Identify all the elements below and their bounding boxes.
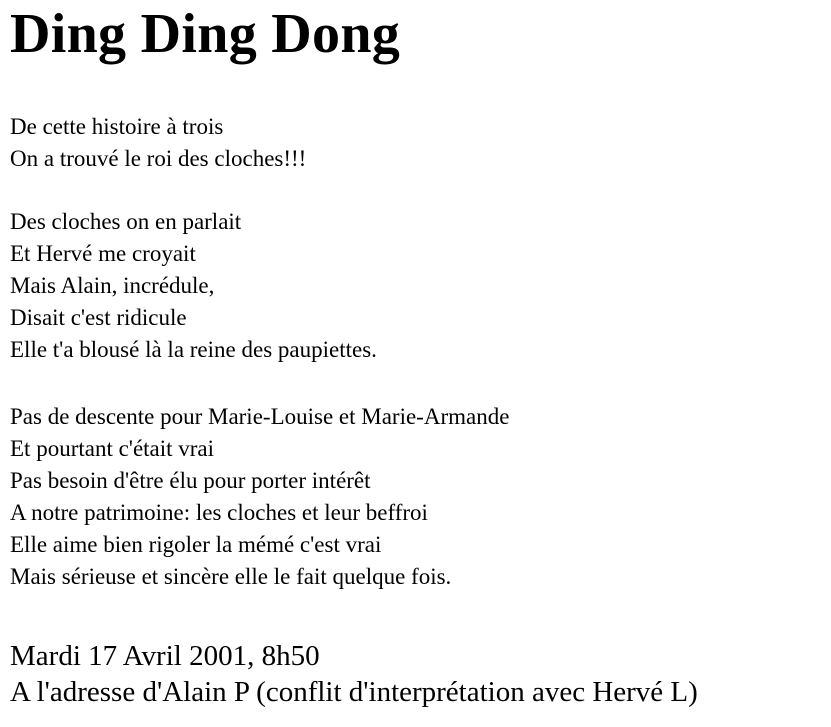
poem-line: Et pourtant c'était vrai <box>10 436 215 461</box>
poem-line: Elle aime bien rigoler la mémé c'est vrai <box>10 532 382 557</box>
poem-line: De cette histoire à trois <box>10 114 224 139</box>
poem-line: Disait c'est ridicule <box>10 305 187 330</box>
stanza-2 <box>10 206 377 366</box>
stanza-1 <box>10 111 306 175</box>
poem-line: Mais Alain, incrédule, <box>10 273 215 298</box>
poem-line: On a trouvé le roi des cloches!!! <box>10 146 307 171</box>
poem-line: Elle t'a blousé là la reine des paupiettes. <box>10 337 377 362</box>
stanza-3 <box>10 401 509 593</box>
poem-line: Et Hervé me croyait <box>10 241 196 266</box>
poem-line: Pas besoin d'être élu pour porter intérêt <box>10 468 371 493</box>
poem-line: Des cloches on en parlait <box>10 209 242 234</box>
poem-line: A notre patrimoine: les cloches et leur beffroi <box>10 500 428 525</box>
date-line: Mardi 17 Avril 2001, 8h50 <box>10 640 320 672</box>
poem-line: Mais sérieuse et sincère elle le fait quelque fois. <box>10 564 452 589</box>
poem-footer <box>10 638 698 710</box>
poem-line: Pas de descente pour Marie-Louise et Marie-Armande <box>10 404 510 429</box>
poem-title: Ding Ding Dong <box>10 3 401 65</box>
dedication-line: A l'adresse d'Alain P (conflit d'interprétation avec Hervé L) <box>10 676 698 708</box>
